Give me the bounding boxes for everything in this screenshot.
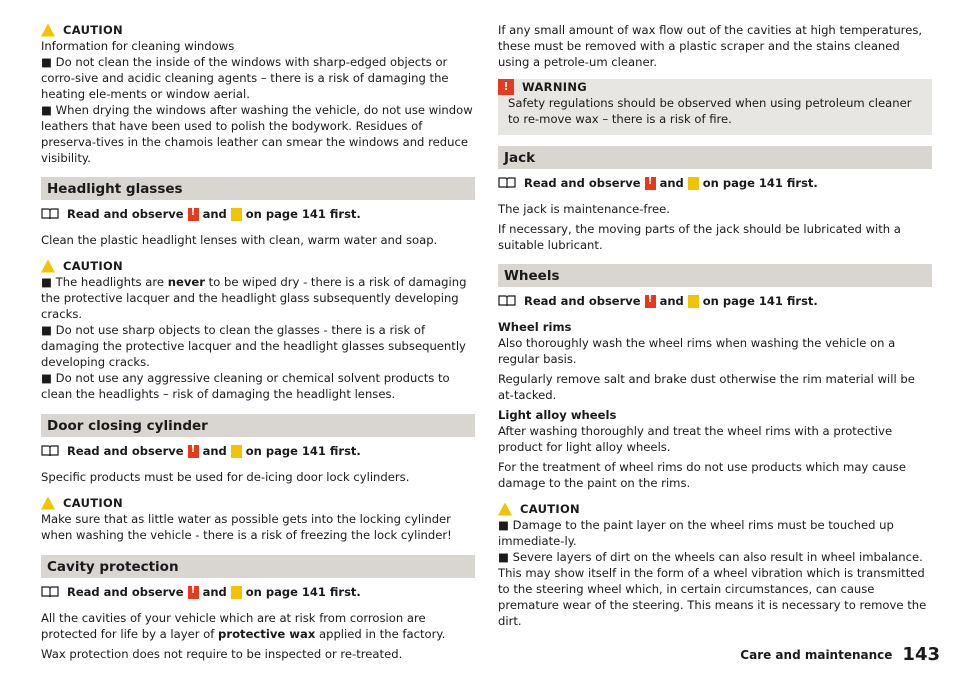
subheading: Wheel rims bbox=[498, 320, 572, 334]
caution-square-icon bbox=[688, 177, 699, 190]
warning-label: WARNING bbox=[522, 80, 587, 94]
warning-square-icon bbox=[645, 295, 656, 308]
section-heading-door: Door closing cylinder bbox=[41, 414, 475, 437]
ref-text: Read and observe bbox=[67, 207, 184, 221]
book-icon bbox=[498, 295, 516, 307]
ref-text: Read and observe bbox=[524, 176, 641, 190]
ref-page: on page 141 first. bbox=[245, 207, 361, 221]
book-icon bbox=[41, 208, 59, 220]
caution-item: ■ Damage to the paint layer on the wheel rims must be touched up immediate-ly. bbox=[498, 518, 894, 548]
body-text: The jack is maintenance-free. bbox=[498, 202, 670, 216]
body-text: Also thoroughly wash the wheel rims when washing the vehicle on a regular basis. bbox=[498, 336, 896, 366]
section-heading-headlight: Headlight glasses bbox=[41, 177, 475, 200]
caution-label: CAUTION bbox=[63, 23, 123, 37]
caution-item: ■ Do not use any aggressive cleaning or chemical solvent products to clean the headlights – risk of damaging the headlight lenses. bbox=[41, 371, 450, 401]
section-heading-wheels: Wheels bbox=[498, 264, 932, 287]
caution-label: CAUTION bbox=[63, 259, 123, 273]
cross-reference bbox=[41, 584, 475, 600]
body-text: If necessary, the moving parts of the jack should be lubricated with a suitable lubricant. bbox=[498, 222, 901, 252]
ref-and: and bbox=[202, 444, 227, 458]
warning-square-icon bbox=[188, 208, 199, 221]
body-text: Specific products must be used for de-icing door lock cylinders. bbox=[41, 470, 410, 484]
warning-flag-icon: ! bbox=[498, 79, 514, 95]
caution-square-icon bbox=[688, 295, 699, 308]
cross-reference bbox=[41, 206, 475, 222]
right-column bbox=[498, 22, 932, 629]
cross-reference bbox=[41, 443, 475, 459]
caution-item: ■ Do not use sharp objects to clean the glasses - there is a risk of damaging the protective lacquer and the headlight glasses subsequently developing cracks. bbox=[41, 323, 466, 369]
caution-item: ■ Do not clean the inside of the windows with sharp-edged objects or corro-sive and acidic cleaning agents – there is a risk of damaging the heating ele-ments or window aerial. bbox=[41, 55, 449, 101]
caution-triangle-icon bbox=[41, 497, 55, 510]
ref-page: on page 141 first. bbox=[245, 444, 361, 458]
caution-item: ■ Severe layers of dirt on the wheels can also result in wheel imbalance. This may show itself in the form of a wheel vibration which is transmitted to the steering wheel which, in certain circumstances, can cause premature wear of the steering. This means it is necessary to remove the dirt. bbox=[498, 550, 927, 628]
ref-text: Read and observe bbox=[67, 585, 184, 599]
ref-and: and bbox=[202, 207, 227, 221]
caution-triangle-icon bbox=[41, 24, 55, 37]
section-heading-jack: Jack bbox=[498, 146, 932, 169]
warning-box bbox=[498, 79, 932, 135]
body-text: Wax protection does not require to be inspected or re-treated. bbox=[41, 647, 403, 661]
caution-item: ■ When drying the windows after washing the vehicle, do not use window leathers that have been used to polish the bodywork. Residues of preserva-tives in the chamois leather can smear the windows and reduce visibility. bbox=[41, 103, 473, 165]
caution-triangle-icon bbox=[41, 260, 55, 273]
ref-and: and bbox=[659, 176, 684, 190]
subheading: Light alloy wheels bbox=[498, 408, 617, 422]
caution-header bbox=[498, 501, 932, 517]
caution-header bbox=[41, 258, 475, 274]
warning-header bbox=[498, 79, 922, 95]
caution-label: CAUTION bbox=[63, 496, 123, 510]
ref-page: on page 141 first. bbox=[245, 585, 361, 599]
cross-reference bbox=[498, 293, 932, 309]
ref-page: on page 141 first. bbox=[702, 176, 818, 190]
book-icon bbox=[498, 177, 516, 189]
caution-header bbox=[41, 495, 475, 511]
caution-title: Information for cleaning windows bbox=[41, 39, 235, 53]
ref-page: on page 141 first. bbox=[702, 294, 818, 308]
section-heading-cavity: Cavity protection bbox=[41, 555, 475, 578]
body-text: For the treatment of wheel rims do not use products which may cause damage to the paint on the rims. bbox=[498, 460, 906, 490]
caution-square-icon bbox=[231, 586, 242, 599]
warning-text: Safety regulations should be observed when using petroleum cleaner to re-move wax – there is a risk of fire. bbox=[508, 96, 912, 126]
caution-label: CAUTION bbox=[520, 502, 580, 516]
caution-header bbox=[41, 22, 475, 38]
body-text: If any small amount of wax flow out of the cavities at high temperatures, these must be removed with a plastic scraper and the stains cleaned using a petrole-um cleaner. bbox=[498, 23, 923, 69]
ref-text: Read and observe bbox=[67, 444, 184, 458]
left-column bbox=[41, 22, 475, 662]
ref-and: and bbox=[202, 585, 227, 599]
book-icon bbox=[41, 586, 59, 598]
warning-square-icon bbox=[645, 177, 656, 190]
warning-square-icon bbox=[188, 445, 199, 458]
ref-text: Read and observe bbox=[524, 294, 641, 308]
caution-triangle-icon bbox=[498, 503, 512, 516]
caution-item: ■ The headlights are never to be wiped dry - there is a risk of damaging the protective lacquer and the headlight glass subsequently developing cracks. bbox=[41, 275, 467, 321]
book-icon bbox=[41, 445, 59, 457]
footer-section: Care and maintenance bbox=[740, 648, 893, 662]
warning-square-icon bbox=[188, 586, 199, 599]
page-number: 143 bbox=[902, 644, 940, 665]
caution-text: Make sure that as little water as possible gets into the locking cylinder when washing the vehicle - there is a risk of freezing the lock cylinder! bbox=[41, 512, 452, 542]
body-text: Regularly remove salt and brake dust otherwise the rim material will be at-tacked. bbox=[498, 372, 915, 402]
caution-square-icon bbox=[231, 445, 242, 458]
body-text: Clean the plastic headlight lenses with clean, warm water and soap. bbox=[41, 233, 438, 247]
body-text: All the cavities of your vehicle which are at risk from corrosion are protected for life by a layer of protective wax applied in the factory. bbox=[41, 611, 446, 641]
page-footer bbox=[740, 644, 940, 666]
cross-reference bbox=[498, 175, 932, 191]
body-text: After washing thoroughly and treat the wheel rims with a protective product for light alloy wheels. bbox=[498, 424, 893, 454]
ref-and: and bbox=[659, 294, 684, 308]
caution-square-icon bbox=[231, 208, 242, 221]
